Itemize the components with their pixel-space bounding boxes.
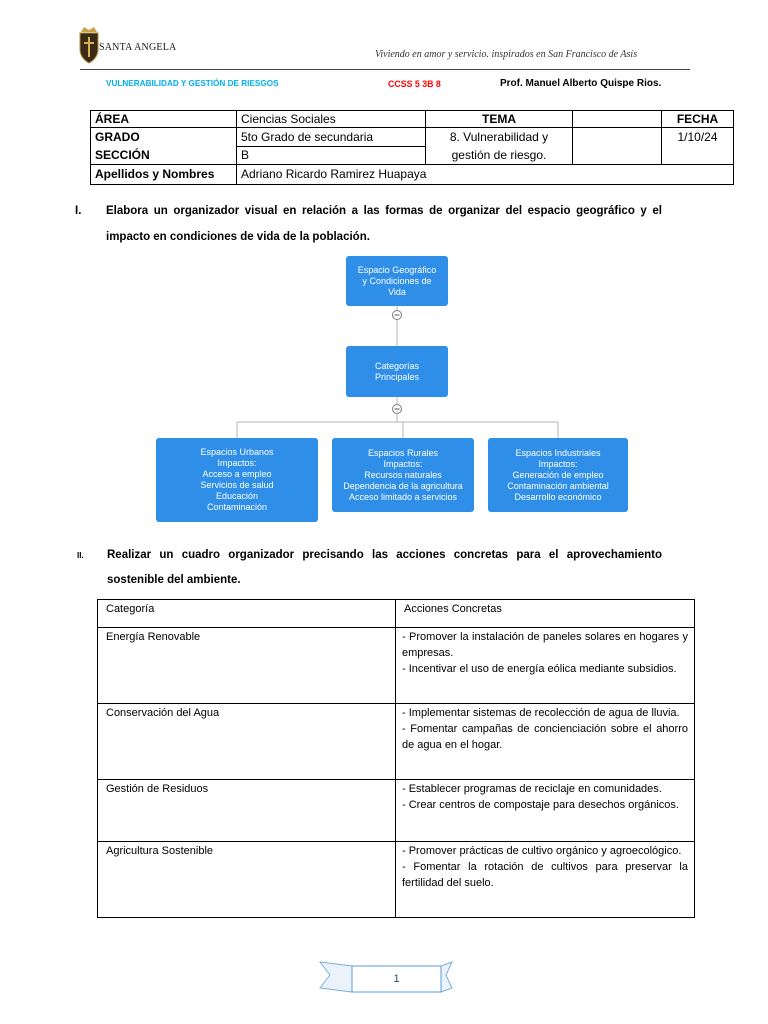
node-text-line: Acceso a empleo [202,469,272,479]
fecha-value: 1/10/24 [662,128,734,165]
diagram-rural-node [332,438,474,512]
course-title: VULNERABILIDAD Y GESTIÓN DE RIESGOS [106,79,279,88]
student-info-table [90,110,734,185]
action-item: - Establecer programas de reciclaje en comunidades. [402,783,662,795]
ribbon-left-tail [320,962,352,992]
actions-cell [396,780,695,842]
action-item: - Incentivar el uso de energía eólica mediante subsidios. [402,663,677,675]
node-text-line: Categorías [374,360,420,371]
action-item: - Promover la instalación de paneles solares en hogares y empresas. [402,631,688,659]
action-item: - Fomentar campañas de concienciación sobre el ahorro de agua en el hogar. [402,723,688,751]
node-text-line: Contaminación ambiental [507,480,609,491]
shield-cross-vertical [88,37,90,57]
action-item: - Crear centros de compostaje para desechos orgánicos. [402,799,679,811]
fecha-label: FECHA [662,111,734,128]
category-cell: Gestión de Residuos [98,780,396,842]
node-text-line: Espacio Geográfico [357,264,437,275]
nombres-value: Adriano Ricardo Ramirez Huapaya [237,165,734,185]
column-header-category: Categoría [98,600,396,628]
area-label: ÁREA [91,111,237,128]
nombres-label: Apellidos y Nombres [91,165,237,185]
actions-table [97,599,695,918]
node-text-line: Impactos: [217,458,257,468]
action-item: - Promover prácticas de cultivo orgánico y agroecológico. [402,845,682,857]
page-number: 1 [393,973,400,985]
node-text-line: Impactos: [538,458,578,469]
node-text-line: Impactos: [383,458,423,469]
tema-label: TEMA [426,111,573,128]
tema-value: 8. Vulnerabilidad y gestión de riesgo. [426,128,573,165]
table-row [98,704,695,780]
node-text-line: Desarrollo económico [514,491,602,502]
node-text-line: Espacios Urbanos [200,447,274,457]
node-text-line: y Condiciones de [362,275,432,286]
logo-text: SANTA ANGELA [99,42,177,53]
shield-cross-horizontal [84,42,94,44]
table-header-row [98,600,695,628]
table-row [91,165,734,185]
diagram-industrial-node [488,438,628,512]
section-2-instruction: Realizar un cuadro organizador precisando las acciones concretas para el aprovechamiento sostenible del ambiente. [107,549,662,586]
teacher-name: Prof. Manuel Alberto Quispe Rios. [500,78,662,89]
node-text-line: Vida [388,286,406,297]
node-text-line: Acceso limitado a servicios [348,491,458,502]
table-row [91,128,734,147]
category-cell: Energía Renovable [98,628,396,704]
actions-cell [396,704,695,780]
section-1-instruction: Elabora un organizador visual en relación a las formas de organizar del espacio geográfico y el impacto en condiciones de vida de la población. [106,205,662,243]
seccion-label: SECCIÓN [95,148,150,162]
school-logo [78,26,100,64]
node-text-line: Generación de empleo [512,469,604,480]
header-divider [80,69,690,70]
area-value: Ciencias Sociales [237,111,426,128]
grado-value: 5to Grado de secundaria [237,128,426,147]
category-cell: Agricultura Sostenible [98,842,396,918]
ribbon-right-tail [441,962,452,992]
empty-cell [573,111,662,128]
school-motto: Viviendo en amor y servicio. inspirados en San Francisco de Asís [375,49,638,60]
empty-cell [573,128,662,165]
node-text-line: Principales [374,371,420,382]
node-text-line: Dependencia de la agricultura [343,480,463,491]
node-text-line: Espacios Industriales [515,447,601,458]
course-code: CCSS 5 3B 8 [388,79,441,89]
action-item: - Implementar sistemas de recolección de agua de lluvia. [402,707,680,719]
diagram-category-node [346,346,448,397]
actions-cell [396,628,695,704]
grado-seccion-labels [91,128,237,165]
table-row [98,628,695,704]
grado-label: GRADO [95,130,140,144]
node-text-line: Educación [215,491,259,501]
node-text-line: Espacios Rurales [367,447,439,458]
diagram-root-node [346,256,448,306]
shield-icon [78,26,100,64]
column-header-actions: Acciones Concretas [396,600,695,628]
table-row [91,111,734,128]
table-row [98,780,695,842]
node-text-line: Recursos naturales [364,469,442,480]
section-1-number: I. [75,205,82,217]
node-text-line: Servicios de salud [200,480,274,490]
crown-shape [81,27,97,32]
collapse-minus-icon [393,311,402,320]
actions-cell [396,842,695,918]
table-row [98,842,695,918]
seccion-value: B [237,147,426,165]
collapse-minus-icon [393,405,402,414]
node-text-line: Contaminación [206,502,268,512]
diagram-urban-node [156,438,318,522]
action-item: - Fomentar la rotación de cultivos para preservar la fertilidad del suelo. [402,861,688,889]
section-2-number: II. [77,551,84,560]
category-cell: Conservación del Agua [98,704,396,780]
